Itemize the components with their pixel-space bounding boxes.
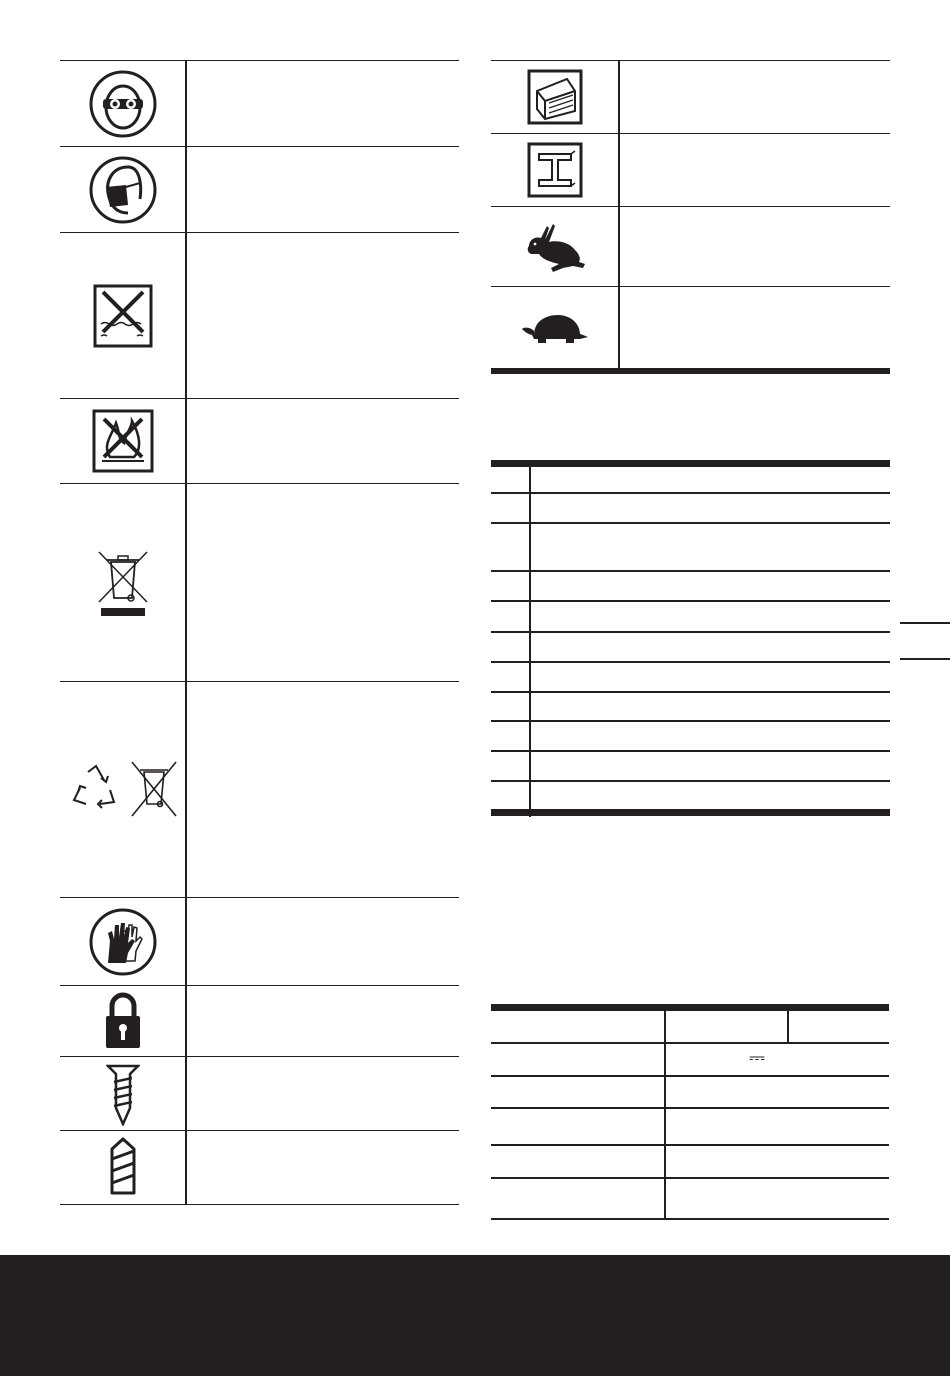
symbol-row	[491, 206, 890, 286]
symbol-row	[491, 286, 890, 371]
symbol-description	[621, 61, 890, 133]
symbol-row	[60, 1130, 459, 1205]
do-not-burn-icon	[60, 399, 186, 483]
symbol-row	[60, 681, 459, 897]
dust-mask-icon	[60, 147, 186, 232]
spec-table	[491, 1004, 889, 1220]
symbol-row	[60, 1056, 459, 1130]
symbol-description	[188, 61, 459, 146]
safety-goggles-icon	[60, 61, 186, 146]
symbol-description	[188, 986, 459, 1056]
dc-current-symbol: ⎓	[749, 1047, 765, 1069]
left-symbol-table	[60, 60, 459, 1205]
symbol-description	[621, 134, 890, 206]
metal-beam-icon	[491, 134, 619, 206]
symbol-row	[60, 985, 459, 1056]
symbol-row	[491, 133, 890, 206]
padlock-icon	[60, 986, 186, 1056]
technical-data-table	[491, 460, 890, 817]
right-symbol-table	[491, 60, 890, 375]
symbol-description	[188, 898, 459, 985]
symbol-row	[60, 398, 459, 483]
symbol-description	[621, 207, 890, 286]
drill-bit-icon	[60, 1131, 186, 1204]
symbol-row	[60, 483, 459, 681]
symbol-description	[188, 1131, 459, 1204]
symbol-description	[188, 1057, 459, 1130]
do-not-dispose-in-water-icon	[60, 233, 186, 398]
crossed-out-wheelie-bin-icon	[60, 484, 186, 681]
symbol-description	[621, 287, 890, 371]
symbol-row	[60, 232, 459, 398]
symbol-description	[188, 147, 459, 232]
tortoise-slow-speed-icon	[491, 287, 619, 371]
symbol-row	[60, 146, 459, 232]
footer-band	[0, 1255, 950, 1376]
symbol-row	[491, 60, 890, 133]
screw-icon	[60, 1057, 186, 1130]
symbol-description	[188, 399, 459, 483]
wear-gloves-icon	[60, 898, 186, 985]
language-tab-marker	[900, 622, 950, 660]
symbol-description	[188, 682, 459, 897]
symbol-row	[60, 60, 459, 146]
symbol-row	[60, 897, 459, 985]
symbol-description	[188, 233, 459, 398]
rabbit-fast-speed-icon	[491, 207, 619, 286]
wood-icon	[491, 61, 619, 133]
recycle-and-crossed-bin-icon	[60, 682, 186, 897]
symbol-description	[188, 484, 459, 681]
